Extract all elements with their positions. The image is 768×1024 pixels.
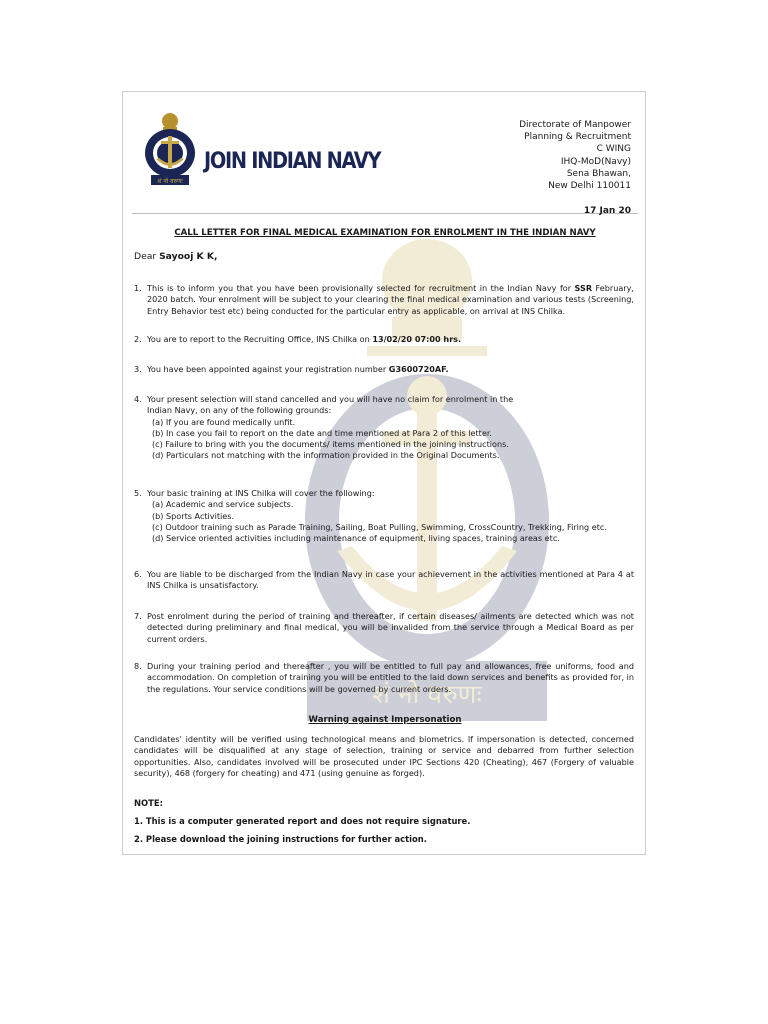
svg-text:शं नो वरुणः: शं नो वरुणः: [372, 680, 482, 710]
warning-text: Candidates' identity will be verified using technological means and biometrics. If impersonation is detected, concerned candidates will be disqualified at any stage of selection, training or service and debarred from further selection opportunities. Also, candidates involved will be prosecuted under IPC Sections 420 (Cheating), 467 (Forgery of valuable security), 468 (forgery for cheating) and 471 (using genuine as forged).: [134, 734, 634, 778]
warning-title: Warning against Impersonation: [308, 715, 462, 725]
letter-title: CALL LETTER FOR FINAL MEDICAL EXAMINATION FOR ENROLMENT IN THE INDIAN NAVY: [174, 228, 596, 238]
salutation: [134, 251, 218, 262]
list-item: (b) Sports Activities.: [152, 510, 235, 521]
list-item: (c) Outdoor training such as Parade Training, Sailing, Boat Pulling, Swimming, CrossCountry, Trekking, Firing etc.: [152, 521, 607, 532]
brand-title: JOIN INDIAN NAVY: [204, 149, 381, 174]
list-item: (d) Particulars not matching with the information provided in the Original Documents.: [152, 450, 500, 461]
paragraph-8: 8. During your training period and thereafter , you will be entitled to full pay and allowances, free uniforms, food and accommodation. On completion of training you will be entitled to the laid down services and benefits as provided for, in the regulations. Your service conditions will be governed by current orders.: [134, 661, 634, 694]
emblem-motto: शं नो वरुणः: [157, 178, 183, 185]
paragraph-5: 5. Your basic training at INS Chilka will cover the following: (a) Academic and service subjects. (b) Sports Activities. (c) Outdoor training such as Parade Training, Sailing, Boat Pulling, Swimming, CrossCountry, Trekking, Firing etc. (d) Service oriented activities including maintenance of equipment, living spaces, training areas etc.: [134, 488, 634, 544]
salutation-word: Dear: [134, 251, 157, 262]
sender-address: [519, 119, 631, 217]
list-item: (c) Failure to bring with you the documents/ items mentioned in the joining instructions.: [152, 439, 509, 450]
address-line: C WING: [596, 144, 631, 155]
paragraph-3: 3. You have been appointed against your registration number G3600720AF.: [134, 364, 449, 374]
paragraph-2: 2. You are to report to the Recruiting Office, INS Chilka on 13/02/20 07:00 hrs.: [134, 334, 462, 344]
address-line: Planning & Recruitment: [524, 132, 631, 143]
note-label: NOTE:: [134, 798, 163, 808]
address-line: New Delhi 110011: [548, 181, 631, 192]
paragraph-4: 4. Your present selection will stand cancelled and you will have no claim for enrolment in the Indian Navy, on any of the following grounds: (a) If you are found medically unfit. (b) In case you fail to report on the date and time mentioned at Para 2 of this letter. (c) Failure to bring with you the documents/ items mentioned in the joining instructions. (d) Particulars not matching with the information provided in the Original Documents.: [134, 394, 634, 462]
list-item: (a) If you are found medically unfit.: [152, 416, 296, 427]
paragraph-1: 1. This is to inform you that you have been provisionally selected for recruitment in the Indian Navy for SSR February, 2020 batch. Your enrolment will be subject to your clearing the final medical examination and various tests (Screening, Entry Behavior test etc) being conducted for the particular entry as applicable, on arrival at INS Chilka.: [134, 283, 634, 316]
note-line-1: 1. This is a computer generated report and does not require signature.: [134, 816, 471, 826]
candidate-name: Sayooj K K,: [159, 251, 218, 262]
letterhead: [132, 101, 638, 217]
letter-page: [122, 91, 646, 855]
address-line: IHQ-MoD(Navy): [560, 156, 631, 167]
paragraph-7: 7. Post enrolment during the period of training and thereafter, if certain diseases/ ailments are detected which was not detected during preliminary and final medical, you will be invalided from the service through a Medical Board as per current orders.: [134, 611, 634, 644]
report-datetime: 13/02/20 07:00 hrs.: [372, 334, 462, 344]
address-line: Directorate of Manpower: [519, 120, 631, 130]
address-line: Sena Bhawan,: [566, 168, 631, 179]
list-item: (b) In case you fail to report on the date and time mentioned at Para 2 of this letter.: [152, 427, 492, 438]
list-item: (a) Academic and service subjects.: [152, 499, 294, 510]
navy-emblem-logo: [139, 111, 201, 189]
list-item: (d) Service oriented activities including maintenance of equipment, living spaces, training areas etc.: [152, 533, 560, 544]
letter-date: 17 Jan 20: [583, 206, 631, 217]
registration-number: G3600720AF.: [388, 364, 449, 374]
entry-type: SSR: [574, 283, 593, 293]
paragraph-6: 6. You are liable to be discharged from the Indian Navy in case your achievement in the activities mentioned at Para 4 at INS Chilka is unsatisfactory.: [134, 569, 634, 591]
note-line-2: 2. Please download the joining instructions for further action.: [134, 834, 427, 844]
